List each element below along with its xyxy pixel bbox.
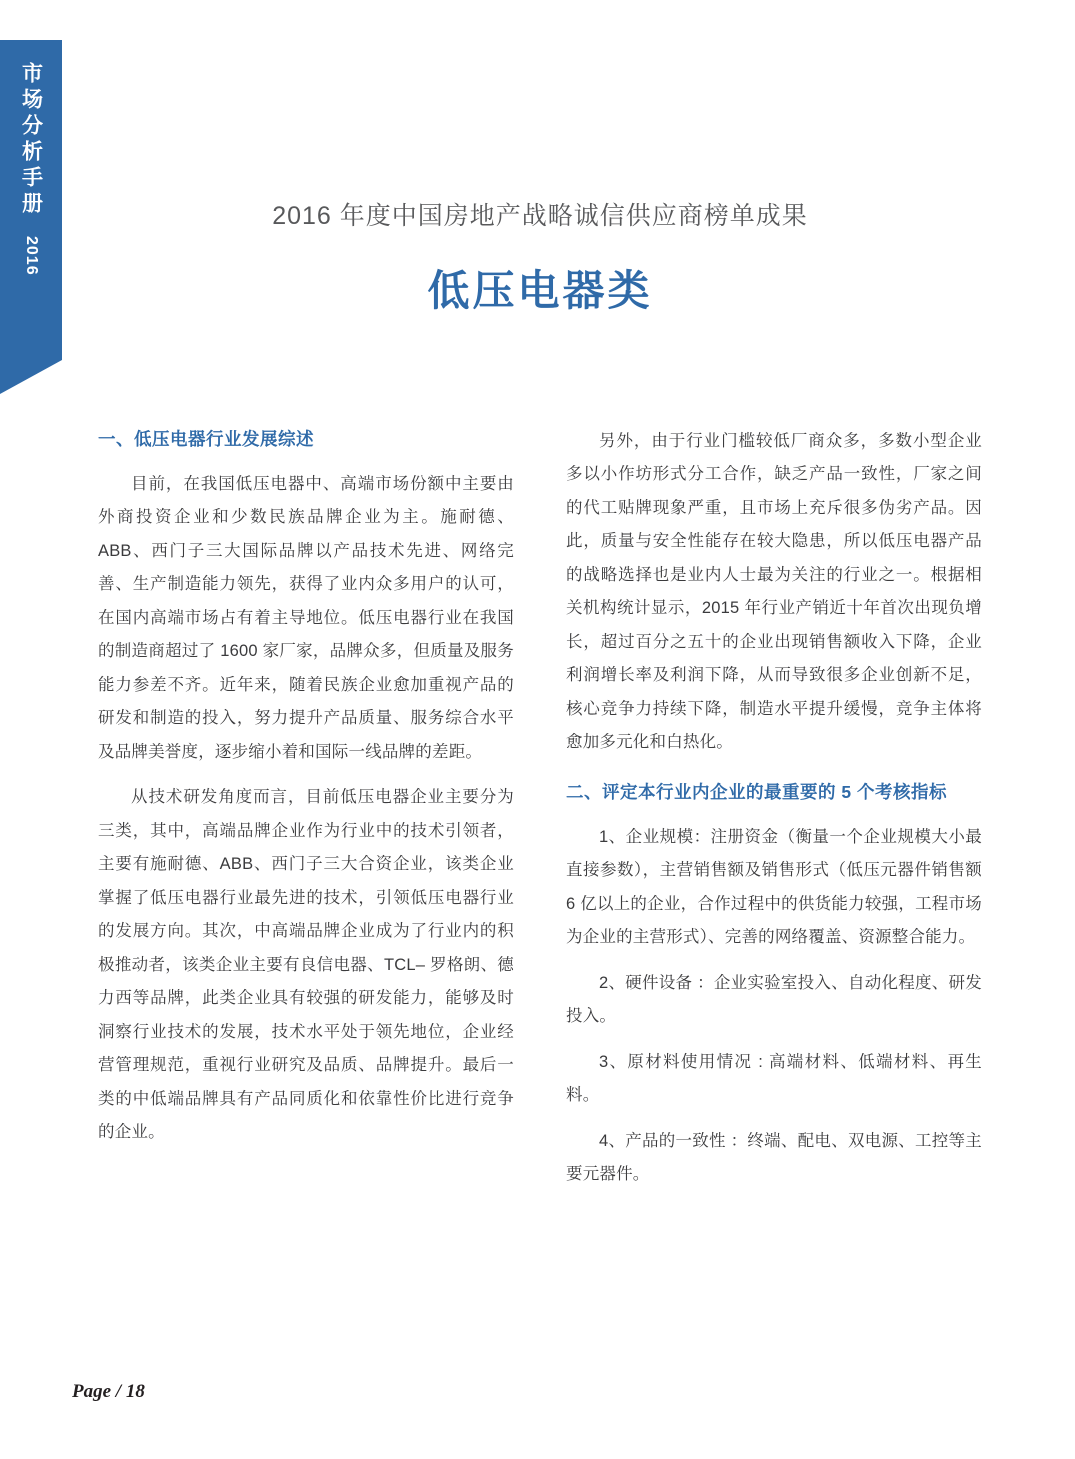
criteria-item: 2、硬件设备 ：企业实验室投入、自动化程度、研发投入。 bbox=[566, 973, 982, 1026]
body-columns bbox=[98, 425, 982, 1204]
paragraph: 从技术研发角度而言，目前低压电器企业主要分为三类，其中，高端品牌企业作为行业中的技术引领者，主要有施耐德、ABB、西门子三大合资企业，该类企业掌握了低压电器行业最先进的技术，引领低压电器行业的发展方向。其次，中高端品牌企业成为了行业内的积极推动者，该类企业主要有良信电器、TCL– 罗格朗、德力西等品牌，此类企业具有较强的研发能力，能够及时洞察行业技术的发展，技术水平处于领先地位，企业经营管理规范，重视行业研究及品质、品牌提升。最后一类的中低端品牌具有产品同质化和依靠性价比进行竞争的企业。 bbox=[98, 788, 514, 1142]
paragraph: 目前，在我国低压电器中、高端市场份额中主要由外商投资企业和少数民族品牌企业为主。施耐德、ABB、西门子三大国际品牌以产品技术先进、网络完善、生产制造能力领先，获得了业内众多用户的认可，在国内高端市场占有着主导地位。低压电器行业在我国的制造商超过了 1600 家厂家，品牌众多，但质量及服务能力参差不齐。近年来，随着民族企业愈加重视产品的研发和制造的投入，努力提升产品质量、服务综合水平及品牌美誉度，逐步缩小着和国际一线品牌的差距。 bbox=[98, 474, 514, 761]
side-tab-title: 市场分析手册 bbox=[19, 62, 43, 218]
document-subtitle: 2016 年度中国房地产战略诚信供应商榜单成果 bbox=[272, 202, 808, 230]
criteria-item: 1、企业规模：注册资金（衡量一个企业规模大小最直接参数），主营销售额及销售形式（低压元器件销售额 6 亿以上的企业，合作过程中的供货能力较强，工程市场为企业的主营形式）、完善的网络覆盖、资源整合能力。 bbox=[566, 827, 982, 947]
criteria-item: 4、产品的一致性 ：终端、配电、双电源、工控等主要元器件。 bbox=[566, 1131, 982, 1184]
section-heading-1: 一、低压电器行业发展综述 bbox=[98, 429, 314, 449]
left-column bbox=[98, 425, 514, 1204]
criteria-item: 3、原材料使用情况 : 高端材料、低端材料、再生料。 bbox=[566, 1052, 982, 1105]
document-title: 低压电器类 bbox=[427, 267, 653, 314]
side-tab-year: 2016 bbox=[23, 236, 40, 276]
side-tab bbox=[0, 40, 62, 360]
right-column bbox=[566, 425, 982, 1204]
paragraph: 另外，由于行业门槛较低厂商众多，多数小型企业多以小作坊形式分工合作，缺乏产品一致性，厂家之间的代工贴牌现象严重，且市场上充斥很多伪劣产品。因此，质量与安全性能存在较大隐患，所以低压电器产品的战略选择也是业内人士最为关注的行业之一。根据相关机构统计显示，2015 年行业产销近十年首次出现负增长，超过百分之五十的企业出现销售额收入下降，企业利润增长率及利润下降，从而导致很多企业创新不足，核心竞争力持续下降，制造水平提升缓慢，竞争主体将愈加多元化和白热化。 bbox=[566, 432, 982, 752]
section-heading-2: 二、评定本行业内企业的最重要的 5 个考核指标 bbox=[566, 781, 947, 802]
page-number: Page / 18 bbox=[72, 1381, 145, 1402]
side-tab-content bbox=[0, 62, 62, 352]
